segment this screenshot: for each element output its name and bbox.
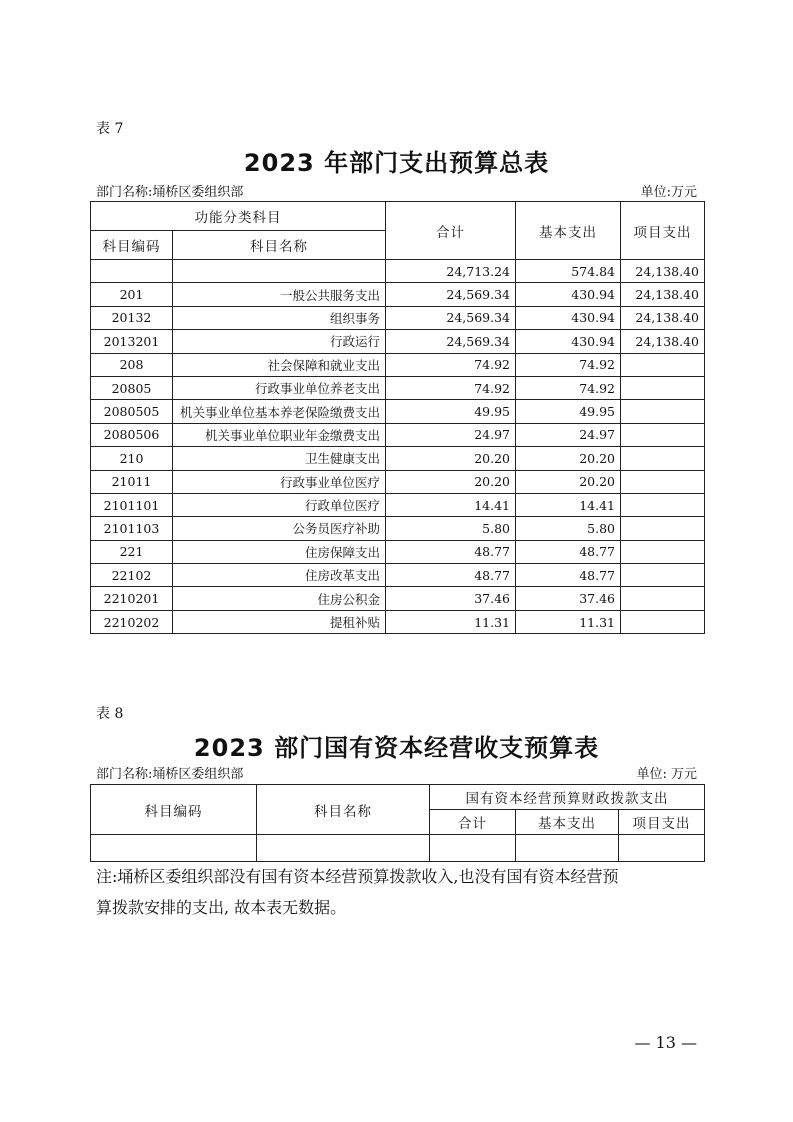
subject-code-cell: 2101101 xyxy=(91,493,173,516)
subject-code-cell: 2210201 xyxy=(91,587,173,610)
basic-expenditure-cell: 574.84 xyxy=(516,260,621,283)
subject-name-cell: 行政事业单位医疗 xyxy=(173,470,386,493)
header-subject-code: 科目编码 xyxy=(91,785,257,835)
subject-name-cell: 组织事务 xyxy=(173,306,386,329)
subject-code-cell: 2080506 xyxy=(91,423,173,446)
total-cell: 37.46 xyxy=(386,587,516,610)
basic-expenditure-cell: 430.94 xyxy=(516,283,621,306)
subject-code-cell: 2013201 xyxy=(91,330,173,353)
basic-expenditure-cell: 11.31 xyxy=(516,610,621,633)
subject-code-cell: 208 xyxy=(91,353,173,376)
subject-name-cell: 公务员医疗补助 xyxy=(173,517,386,540)
basic-expenditure-cell: 5.80 xyxy=(516,517,621,540)
basic-expenditure-cell: 49.95 xyxy=(516,400,621,423)
subject-code-cell: 21011 xyxy=(91,470,173,493)
subject-code-cell: 2210202 xyxy=(91,610,173,633)
project-expenditure-cell xyxy=(621,400,705,423)
basic-expenditure-cell: 14.41 xyxy=(516,493,621,516)
subject-code-cell: 22102 xyxy=(91,564,173,587)
total-cell: 5.80 xyxy=(386,517,516,540)
subject-code-cell: 20132 xyxy=(91,306,173,329)
table7-dept-name: 部门名称:埇桥区委组织部 xyxy=(96,185,244,200)
basic-expenditure-cell: 430.94 xyxy=(516,306,621,329)
subject-code-cell: 2101103 xyxy=(91,517,173,540)
total-cell: 20.20 xyxy=(386,447,516,470)
empty-cell xyxy=(430,835,516,862)
table-row xyxy=(91,470,705,493)
project-expenditure-cell: 24,138.40 xyxy=(621,260,705,283)
header-total: 合计 xyxy=(430,810,516,835)
basic-expenditure-cell: 430.94 xyxy=(516,330,621,353)
total-cell: 24,569.34 xyxy=(386,283,516,306)
header-subject-name: 科目名称 xyxy=(173,231,386,260)
project-expenditure-cell xyxy=(621,423,705,446)
table8-note xyxy=(96,861,618,923)
subject-name-cell: 一般公共服务支出 xyxy=(173,283,386,306)
basic-expenditure-cell: 20.20 xyxy=(516,447,621,470)
total-cell: 24,713.24 xyxy=(386,260,516,283)
empty-cell xyxy=(257,835,430,862)
subject-code-cell: 221 xyxy=(91,540,173,563)
project-expenditure-cell xyxy=(621,376,705,399)
subject-code-cell xyxy=(91,260,173,283)
table8-label: 表 8 xyxy=(96,706,124,722)
basic-expenditure-cell: 20.20 xyxy=(516,470,621,493)
project-expenditure-cell xyxy=(621,610,705,633)
table-row xyxy=(91,835,705,862)
table-row xyxy=(91,330,705,353)
empty-cell xyxy=(91,835,257,862)
project-expenditure-cell: 24,138.40 xyxy=(621,330,705,353)
basic-expenditure-cell: 37.46 xyxy=(516,587,621,610)
empty-cell xyxy=(516,835,619,862)
state-capital-budget-table xyxy=(90,784,705,862)
total-cell: 11.31 xyxy=(386,610,516,633)
header-basic-expenditure: 基本支出 xyxy=(516,202,621,260)
table7-title: 2023 年部门支出预算总表 xyxy=(243,149,550,177)
subject-name-cell xyxy=(173,260,386,283)
total-cell: 24,569.34 xyxy=(386,306,516,329)
basic-expenditure-cell: 74.92 xyxy=(516,353,621,376)
subject-name-cell: 卫生健康支出 xyxy=(173,447,386,470)
basic-expenditure-cell: 24.97 xyxy=(516,423,621,446)
basic-expenditure-cell: 74.92 xyxy=(516,376,621,399)
table8-unit: 单位: 万元 xyxy=(636,767,697,782)
subject-name-cell: 住房改革支出 xyxy=(173,564,386,587)
total-cell: 49.95 xyxy=(386,400,516,423)
table-row xyxy=(91,306,705,329)
basic-expenditure-cell: 48.77 xyxy=(516,540,621,563)
subject-name-cell: 社会保障和就业支出 xyxy=(173,353,386,376)
table-row xyxy=(91,353,705,376)
table-row xyxy=(91,564,705,587)
note-line-1: 注:埇桥区委组织部没有国有资本经营预算拨款收入,也没有国有资本经营预 xyxy=(96,867,619,886)
table7-unit: 单位:万元 xyxy=(640,185,697,200)
header-subject-name: 科目名称 xyxy=(257,785,430,835)
subject-code-cell: 2080505 xyxy=(91,400,173,423)
subject-code-cell: 201 xyxy=(91,283,173,306)
table-row xyxy=(91,610,705,633)
project-expenditure-cell xyxy=(621,493,705,516)
subject-code-cell: 210 xyxy=(91,447,173,470)
subject-name-cell: 住房公积金 xyxy=(173,587,386,610)
page-number: — 13 — xyxy=(634,1033,697,1052)
header-function-category: 功能分类科目 xyxy=(91,202,386,231)
total-cell: 74.92 xyxy=(386,376,516,399)
project-expenditure-cell xyxy=(621,540,705,563)
table-row xyxy=(91,540,705,563)
header-subject-code: 科目编码 xyxy=(91,231,173,260)
table-row xyxy=(91,260,705,283)
project-expenditure-cell xyxy=(621,447,705,470)
table-row xyxy=(91,400,705,423)
table-row xyxy=(91,423,705,446)
subject-name-cell: 住房保障支出 xyxy=(173,540,386,563)
header-project-expenditure: 项目支出 xyxy=(621,202,705,260)
project-expenditure-cell xyxy=(621,353,705,376)
table-row xyxy=(91,447,705,470)
subject-name-cell: 机关事业单位基本养老保险缴费支出 xyxy=(173,400,386,423)
project-expenditure-cell xyxy=(621,587,705,610)
subject-name-cell: 行政运行 xyxy=(173,330,386,353)
table8-title: 2023 部门国有资本经营收支预算表 xyxy=(193,734,600,762)
header-basic-expenditure: 基本支出 xyxy=(516,810,619,835)
subject-name-cell: 提租补贴 xyxy=(173,610,386,633)
table-row xyxy=(91,587,705,610)
table-row xyxy=(91,517,705,540)
total-cell: 20.20 xyxy=(386,470,516,493)
project-expenditure-cell: 24,138.40 xyxy=(621,283,705,306)
total-cell: 48.77 xyxy=(386,564,516,587)
table-row xyxy=(91,493,705,516)
header-capital-budget-expenditure: 国有资本经营预算财政拨款支出 xyxy=(430,785,705,810)
total-cell: 74.92 xyxy=(386,353,516,376)
table7-label: 表 7 xyxy=(96,121,124,137)
header-total: 合计 xyxy=(386,202,516,260)
basic-expenditure-cell: 48.77 xyxy=(516,564,621,587)
project-expenditure-cell: 24,138.40 xyxy=(621,306,705,329)
subject-name-cell: 行政事业单位养老支出 xyxy=(173,376,386,399)
subject-name-cell: 机关事业单位职业年金缴费支出 xyxy=(173,423,386,446)
project-expenditure-cell xyxy=(621,564,705,587)
total-cell: 14.41 xyxy=(386,493,516,516)
table-row xyxy=(91,283,705,306)
empty-cell xyxy=(619,835,705,862)
total-cell: 48.77 xyxy=(386,540,516,563)
total-cell: 24.97 xyxy=(386,423,516,446)
note-line-2: 算拨款安排的支出, 故本表无数据。 xyxy=(96,898,347,917)
table8-dept-name: 部门名称:埇桥区委组织部 xyxy=(96,767,244,782)
project-expenditure-cell xyxy=(621,517,705,540)
table-row xyxy=(91,376,705,399)
subject-name-cell: 行政单位医疗 xyxy=(173,493,386,516)
subject-code-cell: 20805 xyxy=(91,376,173,399)
budget-expenditure-table xyxy=(90,201,705,634)
total-cell: 24,569.34 xyxy=(386,330,516,353)
header-project-expenditure: 项目支出 xyxy=(619,810,705,835)
project-expenditure-cell xyxy=(621,470,705,493)
